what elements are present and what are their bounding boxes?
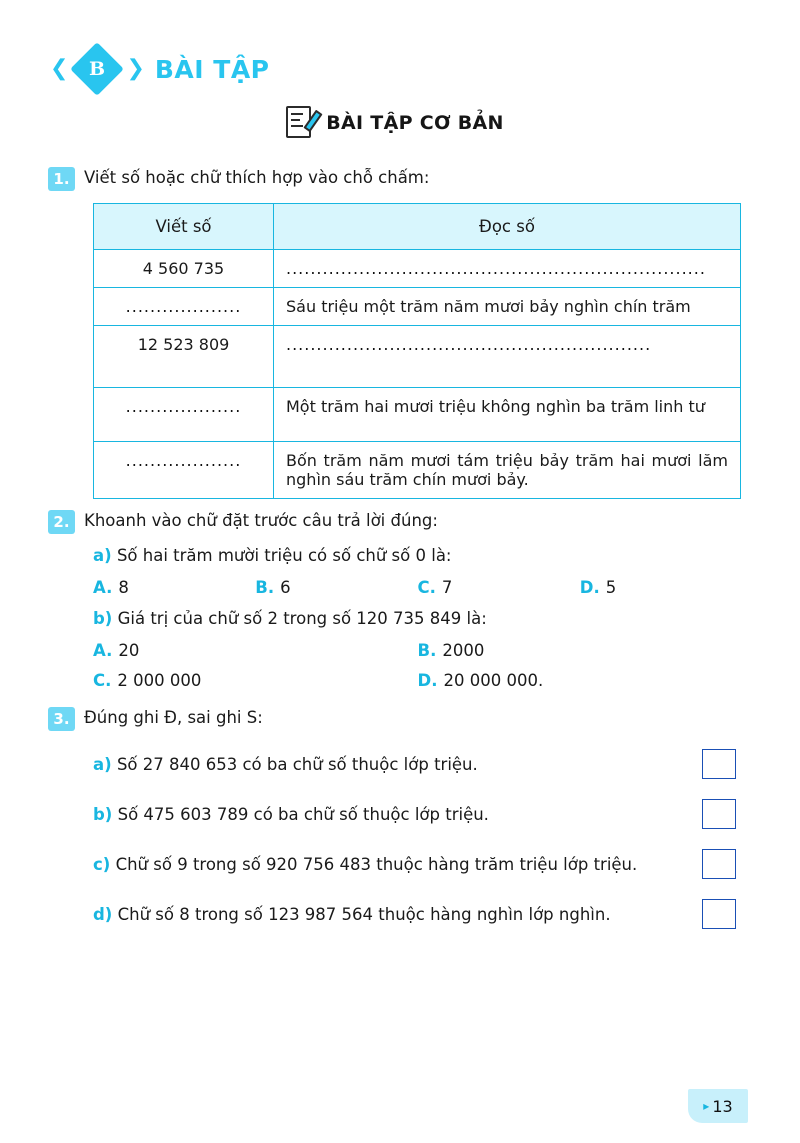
exercise-1-head — [48, 166, 742, 191]
table-row — [94, 326, 741, 388]
question-b-options-row2 — [93, 671, 742, 690]
option-d-value: 5 — [605, 578, 617, 598]
truefalse-item-c — [93, 847, 742, 881]
option-d-label: D. — [417, 671, 438, 691]
option-c-label: C. — [93, 671, 112, 691]
section-title — [48, 106, 742, 140]
truefalse-item-b — [93, 797, 742, 831]
question-a — [93, 544, 742, 567]
question-b-text: Giá trị của chữ số 2 trong số 120 735 849 là: — [117, 609, 487, 629]
truefalse-text-d — [93, 903, 688, 926]
option-b-value: 6 — [280, 578, 291, 598]
question-a-label: a) — [93, 546, 112, 565]
answer-box-d[interactable] — [702, 899, 736, 929]
option-a[interactable] — [93, 578, 255, 597]
exercise-3-number: 3. — [48, 707, 75, 731]
truefalse-label-d: d) — [93, 904, 113, 924]
option-a-label: A. — [93, 578, 113, 598]
question-b — [93, 607, 742, 630]
option-c-label: C. — [417, 578, 436, 598]
truefalse-item-a — [93, 747, 742, 781]
table-header-viet-so: Viết số — [94, 204, 274, 250]
question-b-label: b) — [93, 609, 113, 629]
option-b[interactable] — [255, 578, 417, 597]
option-c-value: 7 — [441, 578, 453, 598]
table-header-row — [94, 204, 741, 250]
option-b-label: B. — [417, 641, 437, 661]
option-d-label: D. — [579, 578, 600, 598]
question-a-options — [93, 578, 742, 597]
exercise-3-prompt: Đúng ghi Đ, sai ghi S: — [84, 708, 263, 728]
option-d-value: 20 000 000. — [443, 671, 544, 691]
cell-doc-so: Sáu triệu một trăm năm mươi bảy nghìn chín trăm — [274, 288, 741, 326]
exercise-2-number: 2. — [48, 510, 75, 534]
option-c[interactable] — [93, 671, 418, 690]
number-table — [93, 203, 741, 499]
question-b-options-row1 — [93, 641, 742, 660]
option-b-label: B. — [255, 578, 275, 598]
exercise-1-prompt: Viết số hoặc chữ thích hợp vào chỗ chấm: — [84, 168, 430, 187]
page-header — [50, 50, 742, 88]
truefalse-label-b: b) — [93, 804, 113, 824]
exercise-1-number: 1. — [48, 167, 75, 191]
truefalse-body-c: Chữ số 9 trong số 920 756 483 thuộc hàng trăm triệu lớp triệu. — [115, 854, 638, 874]
section-badge-letter: B — [89, 58, 106, 80]
exercise-2-questions — [93, 544, 742, 690]
option-a-value: 20 — [118, 641, 140, 661]
table-header-doc-so: Đọc số — [274, 204, 741, 250]
section-title-text: BÀI TẬP CƠ BẢN — [326, 112, 504, 134]
exercise-1 — [48, 166, 742, 499]
truefalse-label-c: c) — [93, 854, 111, 874]
option-d[interactable] — [418, 671, 743, 690]
option-a[interactable] — [93, 641, 418, 660]
table-row — [94, 250, 741, 288]
exercise-2-head — [48, 509, 742, 534]
truefalse-item-d — [93, 897, 742, 931]
option-c[interactable] — [418, 578, 580, 597]
cell-doc-so-blank[interactable]: ..................................................................... — [274, 250, 741, 288]
option-a-label: A. — [93, 641, 113, 661]
note-pencil-icon — [286, 106, 316, 140]
truefalse-body-d: Chữ số 8 trong số 123 987 564 thuộc hàng nghìn lớp nghìn. — [117, 904, 611, 924]
cell-viet-so: 12 523 809 — [94, 326, 274, 388]
cell-viet-so-blank[interactable]: ................... — [94, 288, 274, 326]
chevron-left-icon: ❮ — [50, 56, 69, 81]
cell-viet-so-blank[interactable]: ................... — [94, 388, 274, 442]
table-row — [94, 288, 741, 326]
page-number-badge — [688, 1089, 748, 1123]
truefalse-text-c — [93, 853, 688, 876]
cell-doc-so-blank[interactable]: ............................................................ — [274, 326, 741, 388]
truefalse-label-a: a) — [93, 754, 112, 774]
table-row — [94, 442, 741, 499]
option-b-value: 2000 — [442, 641, 485, 661]
truefalse-text-a — [93, 753, 688, 776]
answer-box-c[interactable] — [702, 849, 736, 879]
answer-box-a[interactable] — [702, 749, 736, 779]
option-a-value: 8 — [118, 578, 129, 598]
exercise-2 — [48, 509, 742, 690]
option-d[interactable] — [580, 578, 742, 597]
truefalse-body-a: Số 27 840 653 có ba chữ số thuộc lớp triệu. — [116, 754, 478, 774]
option-c-value: 2 000 000 — [117, 671, 202, 691]
page-title: BÀI TẬP — [154, 54, 270, 84]
exercise-2-prompt: Khoanh vào chữ đặt trước câu trả lời đúng: — [84, 511, 438, 530]
section-badge — [71, 42, 125, 96]
answer-box-b[interactable] — [702, 799, 736, 829]
truefalse-text-b — [93, 803, 688, 826]
exercise-3 — [48, 706, 742, 931]
exercise-3-head — [48, 706, 742, 731]
cell-doc-so: Bốn trăm năm mươi tám triệu bảy trăm hai mươi lăm nghìn sáu trăm chín mươi bảy. — [274, 442, 741, 499]
table-row — [94, 388, 741, 442]
cell-viet-so-blank[interactable]: ................... — [94, 442, 274, 499]
cell-viet-so: 4 560 735 — [94, 250, 274, 288]
option-b[interactable] — [418, 641, 743, 660]
question-a-text: Số hai trăm mười triệu có số chữ số 0 là: — [116, 546, 452, 565]
cell-doc-so: Một trăm hai mươi triệu không nghìn ba trăm linh tư — [274, 388, 741, 442]
page-number-tick-icon: ▸ — [703, 1099, 710, 1113]
truefalse-body-b: Số 475 603 789 có ba chữ số thuộc lớp triệu. — [117, 804, 489, 824]
page-number: 13 — [712, 1096, 733, 1116]
chevron-right-icon: ❯ — [126, 56, 145, 81]
